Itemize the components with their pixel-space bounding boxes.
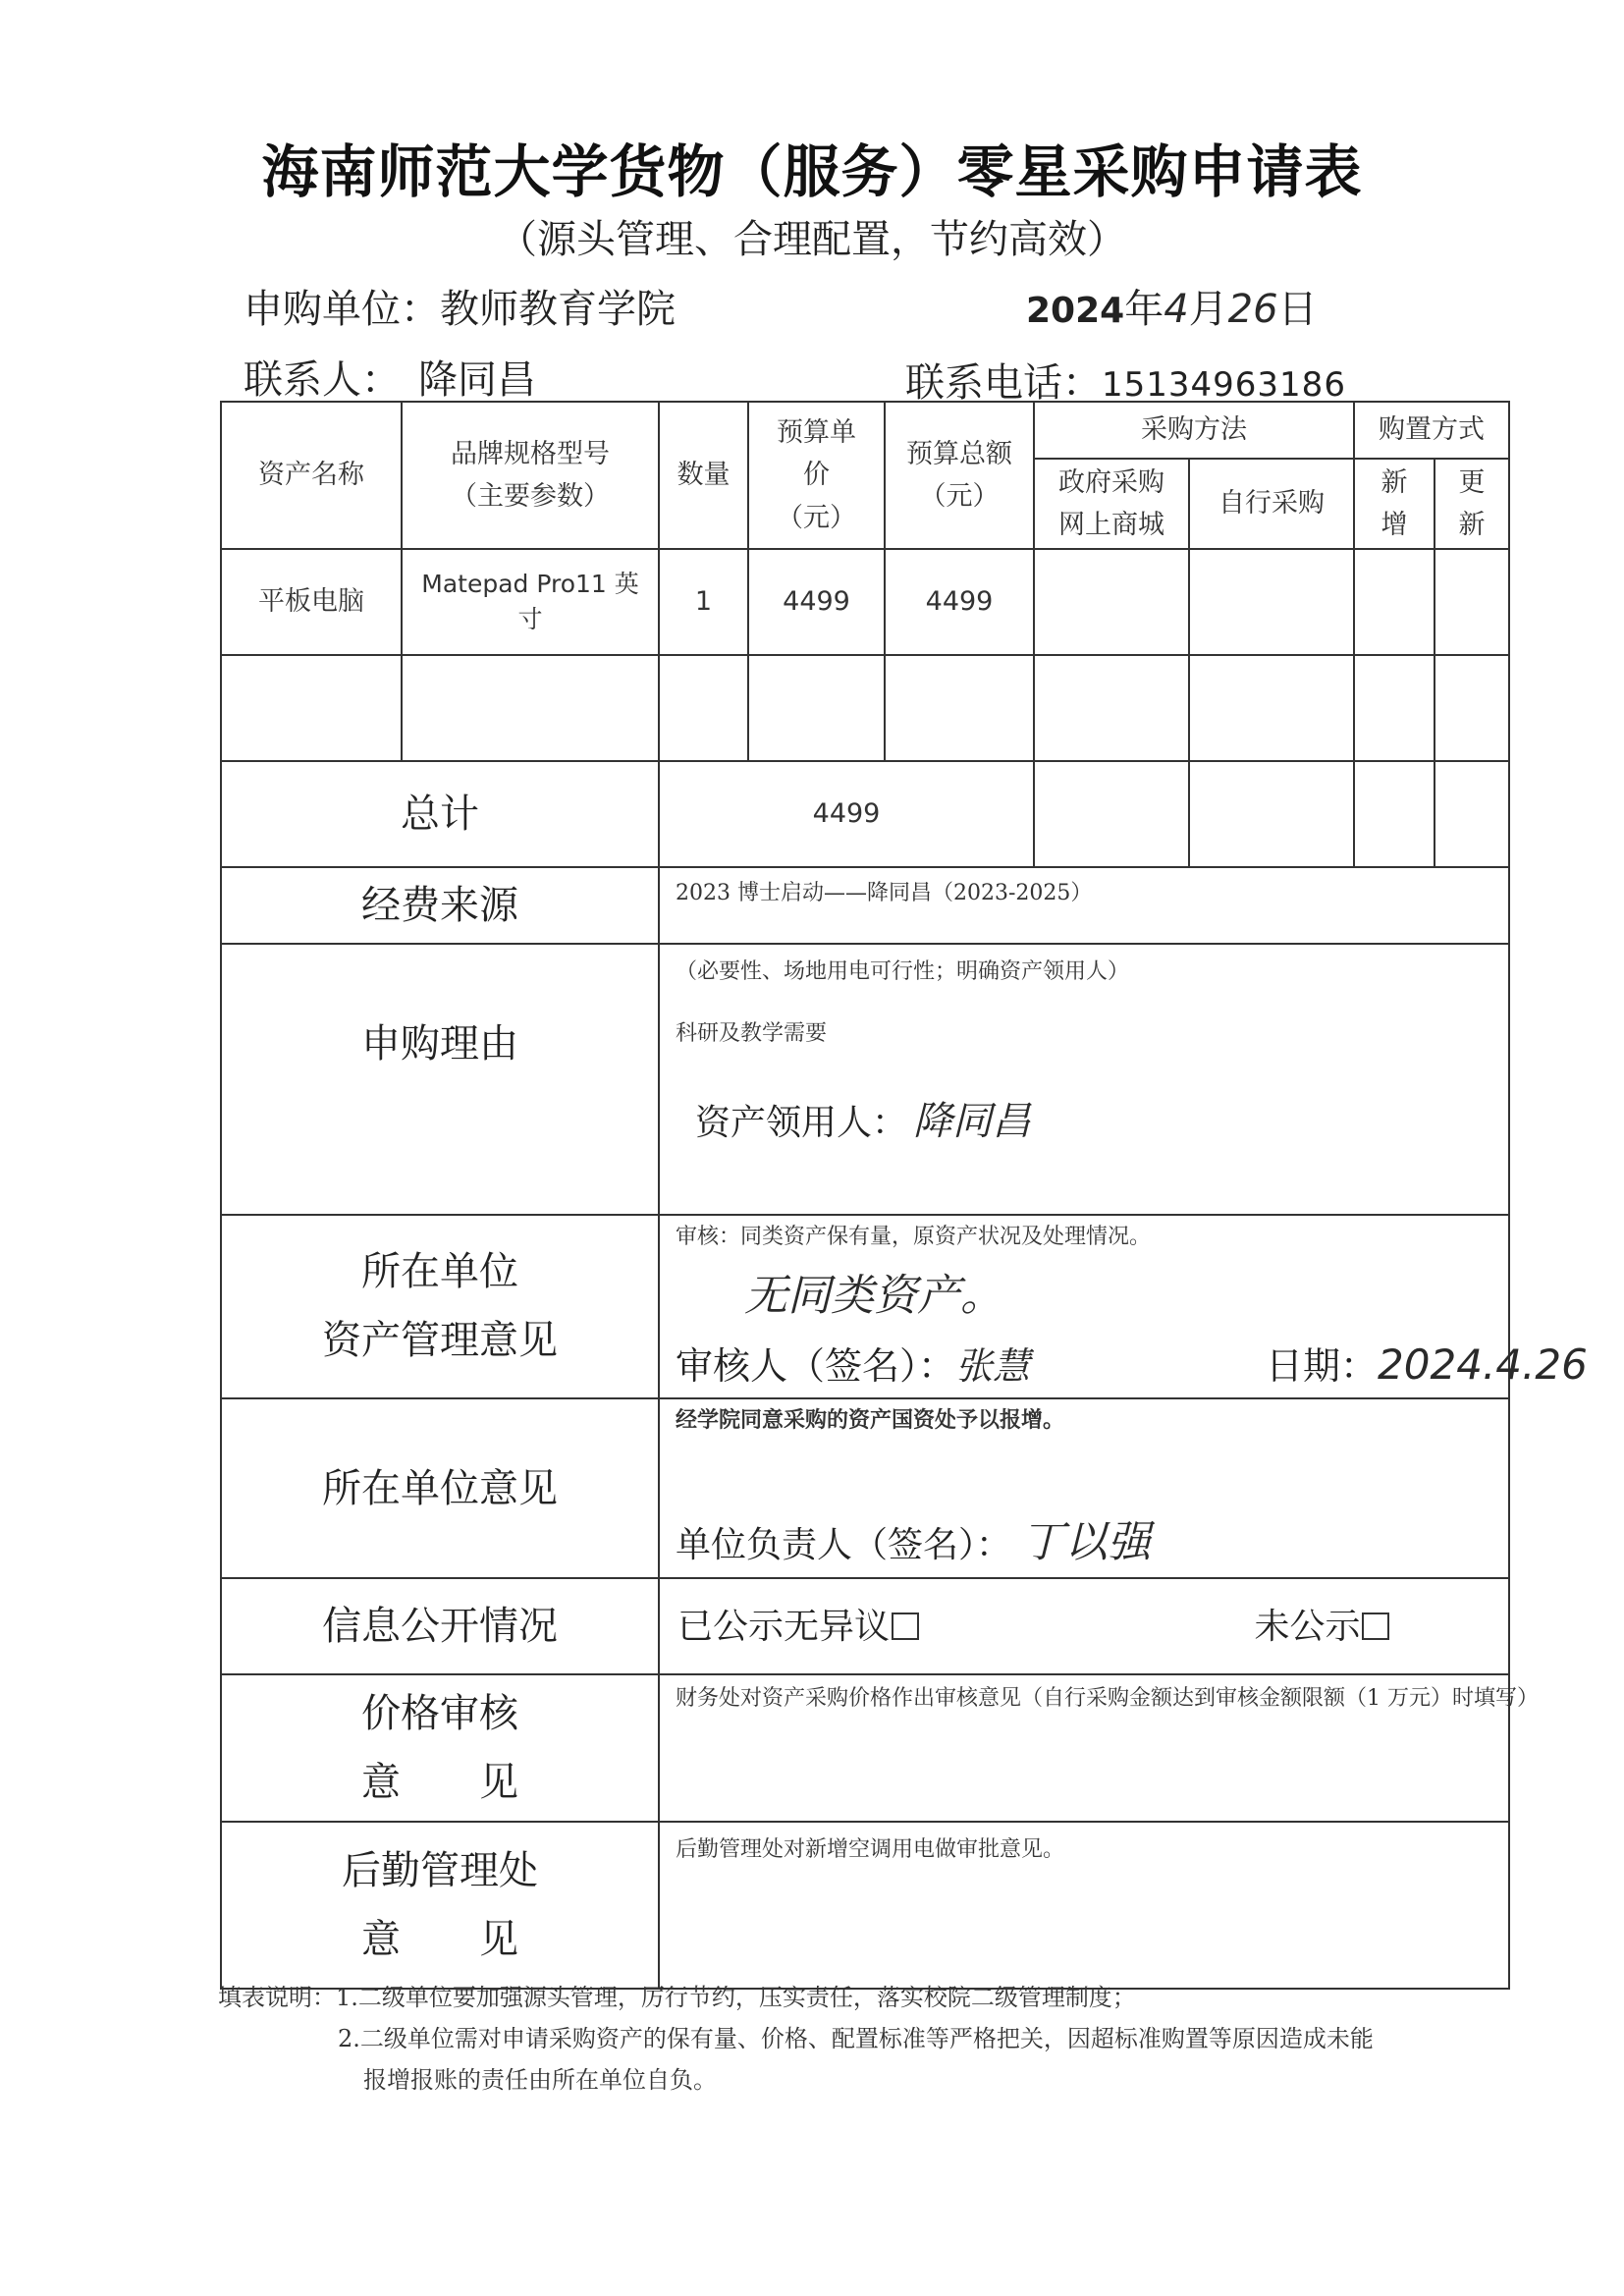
asset-mgmt-handwritten: 无同类资产。 bbox=[744, 1271, 1003, 1322]
funding-value: 2023 博士启动——降同昌（2023-2025） bbox=[676, 881, 1093, 905]
th-update-line1: 更 bbox=[1458, 466, 1486, 498]
leader-label: 单位负责人（签名）： bbox=[676, 1524, 1012, 1565]
price-review-label bbox=[221, 1674, 659, 1822]
date-year-char: 年 bbox=[1124, 287, 1164, 332]
th-gov-line1: 政府采购 bbox=[1058, 466, 1164, 498]
cell-brand-spec: Matepad Pro11 英寸 bbox=[402, 549, 659, 655]
asset-mgmt-label bbox=[221, 1215, 659, 1398]
asset-mgmt-hint: 审核：同类资产保有量，原资产状况及处理情况。 bbox=[676, 1225, 1152, 1249]
cell-empty bbox=[1034, 655, 1189, 761]
th-gov-procurement bbox=[1034, 459, 1189, 549]
disclosure-label: 信息公开情况 bbox=[221, 1578, 659, 1674]
cell-asset-name: 平板电脑 bbox=[221, 549, 402, 655]
cell-empty bbox=[748, 655, 885, 761]
cell-gov-procurement bbox=[1034, 549, 1189, 655]
review-date-label: 日期： bbox=[1266, 1343, 1379, 1388]
th-new-add bbox=[1354, 459, 1435, 549]
reviewer-signature: 张慧 bbox=[955, 1343, 1031, 1388]
total-value: 4499 bbox=[659, 761, 1034, 867]
reviewer-label: 审核人（签名）： bbox=[676, 1343, 956, 1388]
th-quantity: 数量 bbox=[659, 402, 748, 549]
logistics-label bbox=[221, 1822, 659, 1989]
asset-mgmt-label-line2: 资产管理意见 bbox=[322, 1318, 558, 1364]
cell-empty bbox=[1354, 761, 1435, 867]
cell-empty bbox=[221, 655, 402, 761]
th-new-line2: 增 bbox=[1380, 510, 1408, 540]
reason-value: 科研及教学需要 bbox=[676, 1021, 828, 1047]
th-new-line1: 新 bbox=[1380, 466, 1408, 498]
contact-person bbox=[244, 349, 536, 405]
contact-phone bbox=[905, 352, 1346, 408]
contact-label: 联系人： bbox=[244, 357, 401, 403]
phone-label: 联系电话： bbox=[905, 360, 1102, 406]
date-year: 2024 bbox=[1026, 291, 1125, 331]
asset-mgmt-row bbox=[221, 1215, 1509, 1398]
recipient bbox=[660, 1051, 1508, 1153]
cell-empty bbox=[1189, 655, 1354, 761]
reason-label: 申购理由 bbox=[221, 944, 659, 1215]
th-brand-spec bbox=[402, 402, 659, 549]
logistics-cell bbox=[659, 1822, 1509, 1989]
th-total-budget-line1: 预算总额 bbox=[906, 438, 1012, 469]
notes-item2-line2: 报增报账的责任由所在单位自负。 bbox=[363, 2066, 717, 2094]
phone-value: 15134963186 bbox=[1102, 365, 1346, 405]
asset-mgmt-sign-line bbox=[660, 1332, 1588, 1397]
funding-value-cell bbox=[659, 867, 1509, 944]
logistics-row bbox=[221, 1822, 1509, 1989]
cell-empty bbox=[885, 655, 1034, 761]
total-label: 总计 bbox=[221, 761, 659, 867]
cell-empty bbox=[1189, 761, 1354, 867]
th-self-procurement: 自行采购 bbox=[1189, 459, 1354, 549]
th-gov-line2: 网上商城 bbox=[1058, 510, 1164, 540]
disclosure-cell bbox=[659, 1578, 1509, 1674]
disclosure-row bbox=[221, 1578, 1509, 1674]
date-month: 4 bbox=[1164, 287, 1189, 332]
reason-hint: （必要性、场地用电可行性；明确资产领用人） bbox=[676, 959, 1130, 984]
th-purchase-type: 购置方式 bbox=[1354, 402, 1509, 459]
leader-signature: 丁以强 bbox=[1021, 1516, 1152, 1567]
funding-label: 经费来源 bbox=[221, 867, 659, 944]
price-review-label-line1: 价格审核 bbox=[361, 1691, 518, 1737]
price-review-cell bbox=[659, 1674, 1539, 1822]
cell-self-procurement bbox=[1189, 549, 1354, 655]
table-row bbox=[221, 655, 1509, 761]
th-unit-price-line3: （元） bbox=[777, 502, 856, 533]
purchase-unit-label: 申购单位： bbox=[244, 287, 440, 332]
purchase-unit-value: 教师教育学院 bbox=[440, 287, 676, 332]
review-date-value: 2024.4.26 bbox=[1378, 1339, 1588, 1389]
reason-cell bbox=[659, 944, 1509, 1215]
contact-value: 降同昌 bbox=[418, 357, 536, 403]
th-unit-price-line1: 预算单 bbox=[777, 417, 856, 449]
th-total-budget bbox=[885, 402, 1034, 549]
cell-unit-price: 4499 bbox=[748, 549, 885, 655]
reason-row bbox=[221, 944, 1509, 1215]
unit-opinion-row bbox=[221, 1398, 1509, 1579]
notes-item2-line1: 2.二级单位需对申请采购资产的保有量、价格、配置标准等严格把关，因超标准购置等原因造成未能 bbox=[338, 2025, 1374, 2052]
cell-empty bbox=[1354, 655, 1435, 761]
cell-new-add bbox=[1354, 549, 1435, 655]
cell-update bbox=[1435, 549, 1509, 655]
unit-opinion-text: 经学院同意采购的资产国资处予以报增。 bbox=[676, 1406, 1065, 1433]
th-unit-price bbox=[748, 402, 885, 549]
date-day-char: 日 bbox=[1277, 287, 1318, 332]
page-title: 海南师范大学货物（服务）零星采购申请表 bbox=[261, 138, 1363, 205]
cell-quantity: 1 bbox=[659, 549, 748, 655]
disclosure-option2: 未公示 bbox=[1254, 1606, 1361, 1647]
cell-empty bbox=[1435, 761, 1509, 867]
procurement-table bbox=[220, 401, 1588, 1990]
notes-item1: 1.二级单位要加强源头管理，厉行节约，压实责任，落实校院二级管理制度； bbox=[336, 1984, 1136, 2011]
application-date bbox=[1026, 278, 1318, 334]
checkbox-disclosed[interactable] bbox=[892, 1613, 919, 1640]
date-day: 26 bbox=[1227, 287, 1278, 332]
cell-empty bbox=[1435, 655, 1509, 761]
th-update bbox=[1435, 459, 1509, 549]
th-total-budget-line2: （元） bbox=[919, 481, 1000, 512]
leader-sign-line bbox=[660, 1438, 1508, 1577]
notes-label: 填表说明： bbox=[218, 1984, 336, 2011]
purchase-unit bbox=[244, 278, 676, 334]
asset-mgmt-label-line1: 所在单位 bbox=[361, 1249, 518, 1295]
disclosure-option1: 已公示无异议 bbox=[677, 1606, 891, 1647]
funding-row bbox=[221, 867, 1509, 944]
price-review-label-line2: 意 见 bbox=[361, 1760, 518, 1806]
asset-mgmt-cell bbox=[659, 1215, 1588, 1398]
th-update-line2: 新 bbox=[1458, 510, 1486, 540]
th-asset-name: 资产名称 bbox=[221, 402, 402, 549]
table-row bbox=[221, 549, 1509, 655]
cell-total-budget: 4499 bbox=[885, 549, 1034, 655]
recipient-label: 资产领用人： bbox=[695, 1103, 908, 1144]
th-brand-spec-line1: 品牌规格型号 bbox=[451, 438, 610, 469]
notes-line1 bbox=[218, 1978, 1136, 2012]
checkbox-not-disclosed[interactable] bbox=[1362, 1613, 1389, 1640]
cell-empty bbox=[1034, 761, 1189, 867]
total-row bbox=[221, 761, 1509, 867]
date-month-char: 月 bbox=[1188, 287, 1228, 332]
th-purchase-method: 采购方法 bbox=[1034, 402, 1354, 459]
recipient-signature: 降同昌 bbox=[913, 1099, 1032, 1145]
unit-opinion-label: 所在单位意见 bbox=[221, 1398, 659, 1579]
price-review-text: 财务处对资产采购价格作出审核意见（自行采购金额达到审核金额限额（1 万元）时填写） bbox=[676, 1686, 1539, 1712]
th-brand-spec-line2: （主要参数） bbox=[451, 481, 610, 512]
price-review-row bbox=[221, 1674, 1509, 1822]
logistics-label-line2: 意 见 bbox=[361, 1917, 518, 1963]
logistics-label-line1: 后勤管理处 bbox=[342, 1848, 538, 1894]
logistics-text: 后勤管理处对新增空调用电做审批意见。 bbox=[676, 1837, 1065, 1863]
cell-empty bbox=[659, 655, 748, 761]
th-unit-price-line2: 价 bbox=[803, 460, 830, 491]
cell-empty bbox=[402, 655, 659, 761]
page-subtitle: （源头管理、合理配置，节约高效） bbox=[498, 217, 1126, 262]
unit-opinion-cell bbox=[659, 1398, 1509, 1579]
